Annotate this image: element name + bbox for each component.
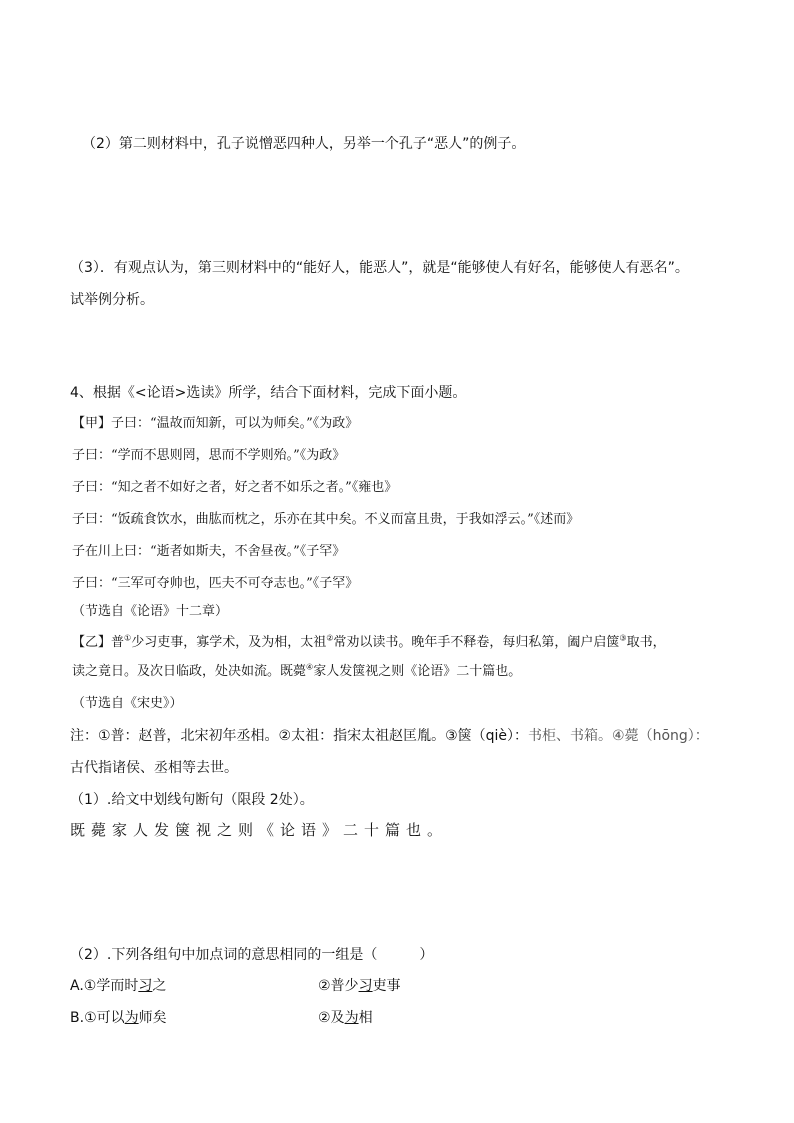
yi-seg-2: 少习吏事，寡学术，及为相，太祖: [131, 635, 327, 650]
jia-line-6: 子曰：“三军可夺帅也，匹夫不可夺志也。”《子罕》: [72, 576, 359, 591]
option-a-part1-word: 习: [138, 978, 153, 994]
yi-line-1: [72, 633, 666, 653]
sub-question-1-sentence: 既薨家人发箧视之则《论语》二十篇也。: [70, 821, 449, 839]
footnote-mark-2: ②: [326, 633, 334, 643]
yi-seg-4: 取书，: [626, 635, 666, 650]
jia-line-5: 子在川上曰：“逝者如斯夫，不舍昼夜。”《子罕》: [72, 544, 346, 559]
notes-line-2: 古代指诸侯、丞相等去世。: [70, 760, 238, 776]
yi-source: （节选自《宋史》）: [72, 696, 183, 711]
yi-seg-6: 家人发箧视之则《论语》二十篇也。: [313, 664, 522, 679]
yi-seg-5: 读之竟日。及次日临政，处决如流。既薨: [72, 664, 307, 679]
option-a-label: A.: [70, 978, 84, 994]
option-b-part2-post: 相: [358, 1010, 373, 1026]
option-b-part2-pre: ②及: [318, 1010, 345, 1026]
question-2-prev: （2）第二则材料中，孔子说憎恶四种人，另举一个孔子“恶人”的例子。: [82, 136, 526, 152]
jia-line-1: 【甲】子曰：“温故而知新，可以为师矣。”《为政》: [72, 416, 359, 431]
footnote-mark-4: ④: [306, 662, 314, 672]
option-b-part1-post: 师矣: [138, 1010, 167, 1026]
option-b-label: B.: [70, 1010, 85, 1026]
yi-seg-1: 【乙】普: [72, 635, 125, 650]
notes-part-1: 注：①普：赵普，北宋初年丞相。②太祖：指宋太祖赵匡胤。③箧（qiè）：: [70, 728, 529, 744]
option-b-part2: [318, 1008, 373, 1028]
option-b-part1-word: 为: [124, 1010, 139, 1026]
jia-line-3: 子曰：“知之者不如好之者，好之者不如乐之者。”《雍也》: [72, 480, 398, 495]
notes-line-1: [70, 726, 709, 746]
yi-seg-3: 常劝以读书。晚年手不释卷，每归私第，阖户启箧: [333, 635, 620, 650]
jia-line-4: 子曰：“饭疏食饮水，曲肱而枕之，乐亦在其中矣。不义而富且贵，于我如浮云。”《述而》: [72, 512, 580, 527]
option-b: [70, 1008, 490, 1028]
sub-question-1-prompt: （1）.给文中划线句断句（限段 2处）。: [70, 792, 314, 808]
notes-part-2: 书柜、书箱。④薨（hōng）：: [528, 728, 709, 744]
footnote-mark-3: ③: [619, 633, 627, 643]
option-a-part1-post: 之: [152, 978, 167, 994]
option-a-part1-pre: ①学而时: [83, 978, 139, 994]
option-a: [70, 976, 490, 996]
option-b-part1-pre: ①可以: [84, 1010, 125, 1026]
yi-line-2: [72, 662, 521, 682]
sub-question-2-prompt: （2）.下列各组句中加点词的意思相同的一组是（ ）: [70, 947, 434, 963]
question-3-prev-line1: （3）．有观点认为，第三则材料中的“能好人，能恶人”，就是“能够使人有好名，能够使人有恶名”。: [70, 260, 689, 276]
option-b-part2-word: 为: [344, 1010, 359, 1026]
jia-line-2: 子曰：“学而不思则罔，思而不学则殆。”《为政》: [72, 448, 346, 463]
question-3-prev-line2: 试举例分析。: [70, 292, 154, 308]
question-4-intro: 4、根据《<论语>选读》所学，结合下面材料，完成下面小题。: [70, 385, 467, 401]
jia-source: （节选自《论语》十二章）: [72, 604, 229, 619]
option-a-part2-pre: ②普少: [318, 978, 359, 994]
option-a-part2-post: 吏事: [372, 978, 401, 994]
footnote-mark-1: ①: [124, 633, 132, 643]
option-a-part2: [318, 976, 401, 996]
option-a-part2-word: 习: [358, 978, 373, 994]
